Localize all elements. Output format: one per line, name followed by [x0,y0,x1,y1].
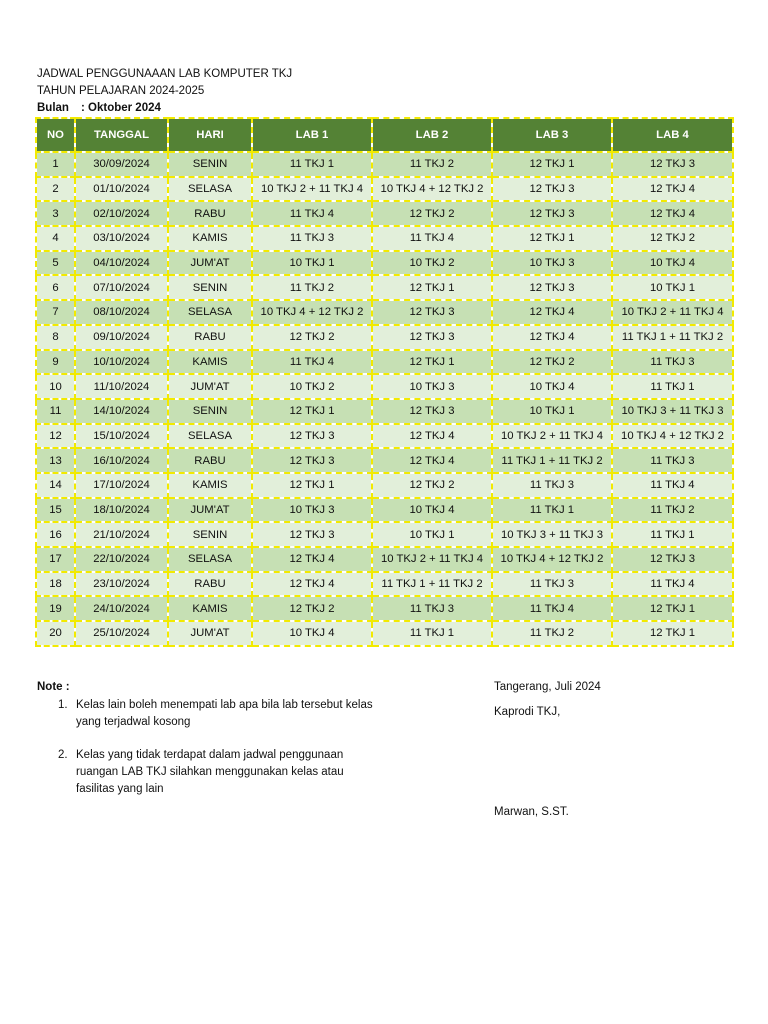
table-cell: SELASA [168,300,252,325]
table-row [36,251,733,276]
table-cell: 10 TKJ 2 + 11 TKJ 4 [372,547,492,572]
table-cell: 4 [36,226,75,251]
table-cell: 11 TKJ 3 [612,448,733,473]
table-cell: 04/10/2024 [75,251,168,276]
table-cell: 12 TKJ 2 [372,201,492,226]
table-cell: 12 TKJ 3 [492,201,612,226]
table-cell: 12 TKJ 2 [612,226,733,251]
table-cell: 14 [36,473,75,498]
table-cell: 11 TKJ 1 + 11 TKJ 2 [372,572,492,597]
table-cell: 11 TKJ 4 [252,201,372,226]
table-cell: 10 TKJ 3 + 11 TKJ 3 [612,399,733,424]
table-cell: 10 TKJ 4 + 12 TKJ 2 [252,300,372,325]
table-cell: 12 TKJ 1 [252,399,372,424]
table-row [36,177,733,202]
table-cell: 12 TKJ 2 [372,473,492,498]
table-cell: 12 TKJ 3 [372,300,492,325]
table-body [36,152,733,646]
table-cell: 1 [36,152,75,177]
signature-name: Marwan, S.ST. [494,806,569,818]
table-cell: 12 TKJ 1 [492,152,612,177]
table-cell: 11 [36,399,75,424]
table-row [36,201,733,226]
table-cell: 11 TKJ 1 [612,374,733,399]
month-value: : Oktober 2024 [81,102,161,114]
table-row [36,522,733,547]
table-cell: 11 TKJ 1 [612,522,733,547]
table-cell: 12 TKJ 3 [252,448,372,473]
table-cell: KAMIS [168,226,252,251]
table-cell: 25/10/2024 [75,621,168,646]
table-row [36,152,733,177]
table-cell: 10 TKJ 1 [492,399,612,424]
table-cell: 10 TKJ 4 + 12 TKJ 2 [612,424,733,449]
table-cell: 10 TKJ 3 [492,251,612,276]
table-cell: 5 [36,251,75,276]
table-cell: 11 TKJ 2 [612,498,733,523]
table-row [36,226,733,251]
table-cell: 11 TKJ 4 [612,572,733,597]
table-cell: 14/10/2024 [75,399,168,424]
table-cell: 03/10/2024 [75,226,168,251]
table-cell: 12 TKJ 3 [492,177,612,202]
note-title: Note : [37,681,70,693]
table-cell: 9 [36,350,75,375]
table-cell: 10 TKJ 2 [372,251,492,276]
table-cell: 18/10/2024 [75,498,168,523]
table-cell: 10 TKJ 2 + 11 TKJ 4 [612,300,733,325]
table-cell: 11 TKJ 3 [492,473,612,498]
table-row [36,547,733,572]
table-cell: 12 TKJ 1 [372,275,492,300]
signature-role: Kaprodi TKJ, [494,706,561,718]
table-cell: 10 TKJ 1 [252,251,372,276]
table-row [36,325,733,350]
table-cell: 11 TKJ 3 [492,572,612,597]
table-cell: 15/10/2024 [75,424,168,449]
table-cell: 11 TKJ 2 [492,621,612,646]
table-cell: 10 TKJ 4 [492,374,612,399]
table-cell: 12 TKJ 4 [252,572,372,597]
table-cell: 21/10/2024 [75,522,168,547]
table-cell: 10 TKJ 4 [252,621,372,646]
table-cell: 19 [36,596,75,621]
table-cell: 2 [36,177,75,202]
table-cell: 10 [36,374,75,399]
table-row [36,300,733,325]
table-cell: 11 TKJ 4 [612,473,733,498]
table-cell: 16 [36,522,75,547]
column-header: NO [36,118,75,152]
table-cell: 12 TKJ 4 [372,424,492,449]
table-cell: 13 [36,448,75,473]
table-cell: 11 TKJ 3 [612,350,733,375]
table-cell: 22/10/2024 [75,547,168,572]
table-cell: 11 TKJ 1 + 11 TKJ 2 [492,448,612,473]
table-cell: 07/10/2024 [75,275,168,300]
table-cell: SENIN [168,275,252,300]
table-cell: 12 TKJ 1 [492,226,612,251]
table-row [36,448,733,473]
note-text: Kelas lain boleh menempati lab apa bila lab tersebut kelas yang terjadwal kosong [76,699,373,728]
table-cell: 11 TKJ 4 [492,596,612,621]
table-cell: 02/10/2024 [75,201,168,226]
table-cell: 11 TKJ 4 [372,226,492,251]
table-cell: 11 TKJ 3 [372,596,492,621]
table-cell: 10 TKJ 2 + 11 TKJ 4 [492,424,612,449]
table-cell: 10 TKJ 4 [372,498,492,523]
table-cell: 11 TKJ 1 + 11 TKJ 2 [612,325,733,350]
table-row [36,621,733,646]
table-cell: RABU [168,201,252,226]
table-cell: SENIN [168,152,252,177]
table-cell: SELASA [168,424,252,449]
table-cell: 12 TKJ 4 [252,547,372,572]
table-cell: 8 [36,325,75,350]
table-cell: 12 TKJ 3 [612,152,733,177]
table-row [36,473,733,498]
table-cell: 15 [36,498,75,523]
table-cell: 11 TKJ 1 [492,498,612,523]
table-cell: 11 TKJ 3 [252,226,372,251]
table-cell: 11 TKJ 1 [252,152,372,177]
table-cell: KAMIS [168,473,252,498]
table-cell: 7 [36,300,75,325]
table-cell: SELASA [168,547,252,572]
column-header: LAB 1 [252,118,372,152]
table-cell: 12 TKJ 4 [492,325,612,350]
table-cell: 12 TKJ 1 [612,621,733,646]
table-cell: 10 TKJ 2 + 11 TKJ 4 [252,177,372,202]
table-row [36,596,733,621]
table-cell: 12 TKJ 3 [252,424,372,449]
table-cell: 20 [36,621,75,646]
table-cell: SENIN [168,399,252,424]
column-header: LAB 3 [492,118,612,152]
table-cell: 11 TKJ 1 [372,621,492,646]
table-cell: 12 TKJ 1 [252,473,372,498]
academic-year: TAHUN PELAJARAN 2024-2025 [37,85,205,97]
table-cell: 17 [36,547,75,572]
document-title: JADWAL PENGGUNAAAN LAB KOMPUTER TKJ [37,68,293,80]
month-line [37,100,292,117]
month-label: Bulan [37,102,69,114]
table-row [36,399,733,424]
note-item [58,697,378,731]
lab-schedule-table [35,117,734,647]
table-cell: 12 TKJ 3 [252,522,372,547]
table-cell: JUM'AT [168,498,252,523]
table-cell: 12 TKJ 2 [492,350,612,375]
table-cell: 12 TKJ 4 [612,201,733,226]
table-cell: 23/10/2024 [75,572,168,597]
table-cell: 12 TKJ 1 [612,596,733,621]
table-row [36,350,733,375]
table-row [36,275,733,300]
table-cell: 3 [36,201,75,226]
table-cell: JUM'AT [168,374,252,399]
table-row [36,498,733,523]
table-cell: 10 TKJ 3 [252,498,372,523]
table-cell: JUM'AT [168,251,252,276]
table-cell: 10 TKJ 1 [612,275,733,300]
table-cell: 10/10/2024 [75,350,168,375]
notes-list [58,697,378,798]
table-cell: 11 TKJ 2 [372,152,492,177]
table-header-row [36,118,733,152]
table-cell: 01/10/2024 [75,177,168,202]
table-cell: 12 TKJ 3 [612,547,733,572]
table-cell: 10 TKJ 4 + 12 TKJ 2 [372,177,492,202]
table-cell: 12 TKJ 2 [252,596,372,621]
table-cell: 18 [36,572,75,597]
table-cell: 11/10/2024 [75,374,168,399]
table-cell: RABU [168,325,252,350]
table-cell: 12 TKJ 1 [372,350,492,375]
note-item [58,747,378,798]
column-header: HARI [168,118,252,152]
table-cell: 16/10/2024 [75,448,168,473]
table-cell: 10 TKJ 4 [612,251,733,276]
note-text: Kelas yang tidak terdapat dalam jadwal penggunaan ruangan LAB TKJ silahkan menggunakan kelas atau fasilitas yang lain [76,749,344,795]
table-cell: KAMIS [168,596,252,621]
note-number: 1. [58,699,68,711]
table-cell: 11 TKJ 2 [252,275,372,300]
table-cell: JUM'AT [168,621,252,646]
column-header: TANGGAL [75,118,168,152]
table-cell: 12 TKJ 3 [372,399,492,424]
table-cell: 09/10/2024 [75,325,168,350]
table-cell: SELASA [168,177,252,202]
table-cell: 08/10/2024 [75,300,168,325]
table-cell: 17/10/2024 [75,473,168,498]
signature-place-date: Tangerang, Juli 2024 [494,681,601,693]
table-cell: KAMIS [168,350,252,375]
table-cell: 11 TKJ 4 [252,350,372,375]
document-header [37,66,292,117]
table-cell: 12 TKJ 4 [372,448,492,473]
table-cell: 10 TKJ 2 [252,374,372,399]
table-cell: 6 [36,275,75,300]
table-cell: 10 TKJ 3 + 11 TKJ 3 [492,522,612,547]
table-cell: 12 TKJ 3 [372,325,492,350]
table-cell: 12 TKJ 2 [252,325,372,350]
table-row [36,374,733,399]
table-cell: SENIN [168,522,252,547]
column-header: LAB 4 [612,118,733,152]
table-cell: 12 TKJ 4 [492,300,612,325]
table-cell: 12 [36,424,75,449]
table-cell: 12 TKJ 3 [492,275,612,300]
table-cell: 24/10/2024 [75,596,168,621]
table-row [36,572,733,597]
table-cell: RABU [168,572,252,597]
column-header: LAB 2 [372,118,492,152]
table-cell: 12 TKJ 4 [612,177,733,202]
table-cell: 10 TKJ 4 + 12 TKJ 2 [492,547,612,572]
table-cell: 10 TKJ 3 [372,374,492,399]
table-row [36,424,733,449]
table-cell: 10 TKJ 1 [372,522,492,547]
table-cell: RABU [168,448,252,473]
table-cell: 30/09/2024 [75,152,168,177]
note-number: 2. [58,749,68,761]
